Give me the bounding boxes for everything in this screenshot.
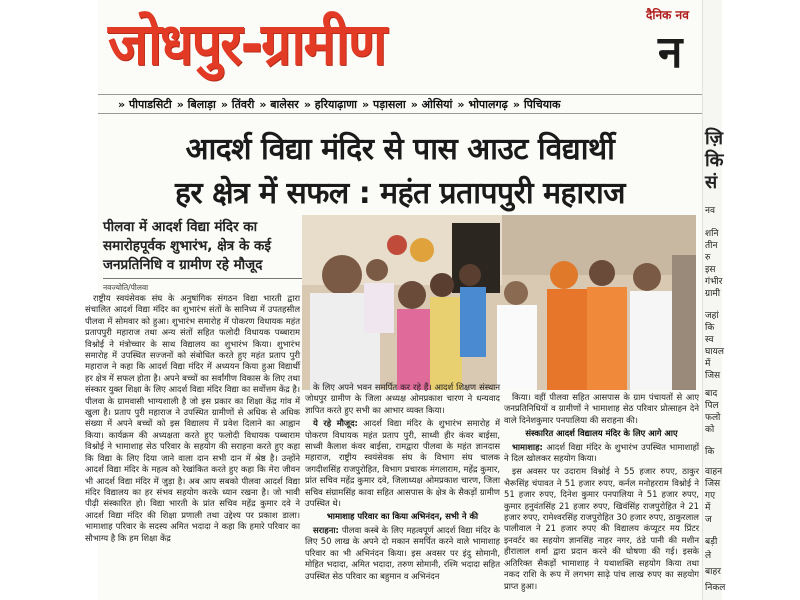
strip-line: जिस (705, 479, 721, 489)
location-item: » तिंवरी (221, 97, 255, 112)
inline-subhead: भामाशाह: (512, 441, 543, 452)
strip-line: कि (705, 447, 715, 457)
strip-line: को (705, 425, 715, 435)
location-item: » पड़ासला (362, 97, 406, 112)
strip-line: निकल (705, 583, 726, 593)
strip-line: जहां (705, 311, 719, 321)
strip-line: गंभीर (705, 277, 723, 287)
strip-line: इस (705, 265, 716, 275)
headline-line-2: हर क्षेत्र में सफल : महंत प्रतापपुरी महाराज (174, 176, 626, 211)
strip-line: में (705, 503, 711, 513)
location-item: » हरियाढ़ाणा (304, 97, 357, 112)
adjacent-column-strip (702, 0, 726, 600)
article-paragraph: किया। वहीं पीलवा सहित आसपास के ग्राम पंचायतों से आए जनप्रतिनिधियों व ग्रामीणों ने भामाशाह सेठ परिवार प्रोत्साहन देने वाले दिनेशकुमार पनपालिया की सराहना की। (504, 392, 699, 425)
strip-line: जिस (705, 371, 721, 381)
location-item: » बिलाड़ा (177, 97, 216, 112)
paragraph-text: पीलवा कस्बे के लिए महत्वपूर्ण आदर्श विद्या मंदिर के लिए 50 लाख के अपने दो मकान समर्पित करने वाले भामाशाह परिवार का भी अभिनंदन किया। इस अवसर पर इंदु सोमानी, मोहित भदादा, अमित भदादा, तरुण सोमानी, रश्मि भदादा सहित उपस्थित सेठ परिवार का बहुमान व अभिनंदन (305, 524, 500, 581)
event-photo (302, 215, 696, 390)
section-subhead: संस्कारित आदर्श विद्यालय मंदिर के लिए आगे आए (525, 428, 678, 439)
inline-subhead: ये रहे मौजूद: (313, 418, 358, 429)
strip-line: ज (705, 515, 712, 525)
strip-line: फलो (705, 413, 721, 423)
article-paragraph (305, 418, 500, 509)
strip-dateline: नव (705, 206, 715, 216)
strip-headline: ज़ि कि सं (705, 128, 724, 193)
location-bar (98, 94, 702, 114)
strip-line: रु (705, 253, 711, 263)
strip-line: शनि (705, 229, 719, 239)
article-column-1 (85, 293, 300, 593)
article-paragraph: के लिए अपने भवन समर्पित कर रहे हैं। आदर्श शिक्षण संस्थान जोधपुर ग्रामीण के जिला अध्यक्ष ओमप्रकाश चारण ने धन्यवाद ज्ञापित करते हुए सभी का आभार व्यक्त किया। (305, 382, 500, 415)
strip-line: बड़ी (705, 537, 718, 547)
strip-line: में (705, 359, 711, 369)
masthead-title: जोधपुर-ग्रामीण (108, 10, 385, 78)
article-paragraph (305, 525, 500, 582)
strip-line: स्व (705, 335, 714, 345)
headline-line-1: आदर्श विद्या मंदिर से पास आउट विद्यार्थी (185, 132, 615, 167)
subheadline: पीलवा में आदर्श विद्या मंदिर का समारोहपूर्वक शुभारंभ, क्षेत्र के कई जनप्रतिनिधि व ग्रामीण रहे मौजूद (103, 219, 272, 273)
strip-line: वाहन (705, 467, 723, 477)
newspaper-brand-large: न (658, 27, 683, 78)
location-item: » ओसियां (411, 97, 453, 112)
location-item: » बालेसर (259, 97, 298, 112)
strip-line: कि (705, 323, 715, 333)
strip-line: ले (705, 551, 712, 561)
inline-subhead: सराहना: (313, 524, 339, 535)
strip-line: ग्रामी (705, 289, 721, 299)
strip-line: घायल (705, 347, 724, 357)
dateline: नवज्योति/पीलवा (103, 283, 149, 292)
strip-line: बाद (705, 389, 718, 399)
event-photo-image (302, 215, 696, 390)
location-item: » पिचियाक (513, 97, 561, 112)
strip-line: बाहर (705, 567, 721, 577)
article-column-3 (504, 392, 699, 594)
divider (103, 278, 303, 279)
article-paragraph: राष्ट्रीय स्वयंसेवक संघ के अनुषांगिक संगठन विद्या भारती द्वारा संचालित आदर्श विद्या मंदिर का शुभारंभ संतों के सानिध्य में उपतहसील पीलवा में सोमवार को हुआ। शुभारंभ समारोह में पोकरण विधायक महंत प्रतापपुरी महाराज तथा अन्य संतों सहित फलोदी विधायक पब्बाराम विश्नोई ने मंत्रोच्चार के साथ विद्यालय का शुभारंभ किया। शुभारंभ समारोह में उपस्थित सज्जनों को संबोधित करते हुए महंत प्रताप पुरी महाराज ने कहा कि आदर्श विद्या मंदिर में अध्ययन किया हुआ विद्यार्थी हर क्षेत्र में सफल होता है। अपने बच्चों का सर्वांगीण विकास के लिए तथा संस्कार युक्त शिक्षा के लिए आदर्श विद्या मंदिर विद्या का सर्वोत्तम केंद्र है। पीलवा के ग्रामवासी भाग्यशाली है जो इस प्रकार का शिक्षा केंद्र गांव में खुला है। प्रताप पुरी महाराज ने उपस्थित ग्रामीणों से अधिक से अधिक संख्या में अपने बच्चों को इस विद्यालय में प्रवेश दिलाने का आह्वान किया। कार्यक्रम की अध्यक्षता करते हुए फलोदी विधायक पब्बाराम विश्नोई ने भामाशाह सेठ परिवार के सहयोग की सराहना करते हुए कहा कि विद्या के लिए दिया जाने वाला दान सभी दान में श्रेष्ठ है। उन्होंने आदर्श विद्या मंदिर के महत्व को रेखांकित करते हुए कहा कि मेरा जीवन भी आदर्श विद्या मंदिर में जुड़ा है। अब आप सबको पीलवा आदर्श विद्या मंदिर विद्यालय का हर संभव सहयोग करके ध्यान रखना है। जो भावी पीढ़ी संस्कारित हो। विद्या भारती के प्रांत सचिव महेंद्र कुमार दवे ने आदर्श विद्या मंदिर की शिक्षा प्रणाली तथा उद्देश्य पर प्रकाश डाला। भामाशाह परिवार के सदस्य अमित भदादा ने कहा कि हमारे परिवार का सौभाग्य है कि हम शिक्षा केंद्र (85, 293, 300, 543)
strip-line: गए (705, 491, 716, 501)
strip-line: तीन (705, 241, 718, 251)
article-paragraph: इस अवसर पर उदाराम विश्नोई ने 55 हजार रुपए, ठाकुर भैरूसिंह चंपावत ने 51 हजार रुपए, कर्नल मनोहरराम विश्नोई ने 51 हजार रुपए, दिनेश कुमार पनपालिया ने 51 हजार रुपए, कुमार हनुवंतसिंह 21 हजार रुपए, खिवंसिंह राजपुरोहित ने 21 हजार रुपए, रामेश्वरसिंह राजपुरोहित 30 हजार रुपए, ठाकुरलाल पालीवाल ने 21 हजार रुपए की विद्यालय कंप्यूटर मय प्रिंटर इनवर्टर का सहयोग ज्ञानसिंह नाहर नगर, ठंडे पानी की मशीन हीरालाल शर्मा द्वारा प्रदान करने की घोषणा की गई। इसके अतिरिक्त सैकड़ों भामाशाह ने यथाशक्ति सहयोग किया तथा नकद राशि के रूप में लगभग साढ़े पांच लाख रुपए का सहयोग प्राप्त हुआ। (504, 466, 699, 591)
newspaper-brand: दैनिक नव (646, 8, 689, 22)
location-item: » भोपालगढ़ (457, 97, 507, 112)
article-paragraph (504, 442, 699, 465)
headline (110, 128, 690, 216)
article-column-2 (305, 382, 500, 594)
section-subhead: भामाशाह परिवार का किया अभिनंदन, सभी ने की (326, 511, 479, 522)
masthead (98, 0, 702, 92)
strip-line: पिल (705, 401, 719, 411)
location-item: » पीपाडसिटी (118, 97, 172, 112)
paragraph-text: आदर्श विद्या मंदिर के शुभारंभ समारोह में पोकरण विधायक महंत प्रताप पुरी, साध्वी हीर कंवर बाईसा, साध्वी कैलाश कंवर बाईसा, रामद्वारा पीलवा के महंत ज्ञानदास महाराज, राष्ट्रीय स्वयंसेवक संघ के विभाग संघ चालक जगदीशसिंह राजपुरोहित, विभाग प्रचारक मंगलाराम, महेंद्र कुमार, प्रांत सचिव महेंद्र कुमार दवे, जिलाध्यक्ष ओमप्रकाश चारण, जिला सचिव संग्रामसिंह कावा सहित आसपास के क्षेत्र के सैकड़ों ग्रामीण उपस्थित थे। (305, 418, 500, 509)
paragraph-text: आदर्श विद्या मंदिर के शुभारंभ उपस्थित भामाशाहों ने दिल खोलकर सहयोग किया। (504, 441, 699, 464)
